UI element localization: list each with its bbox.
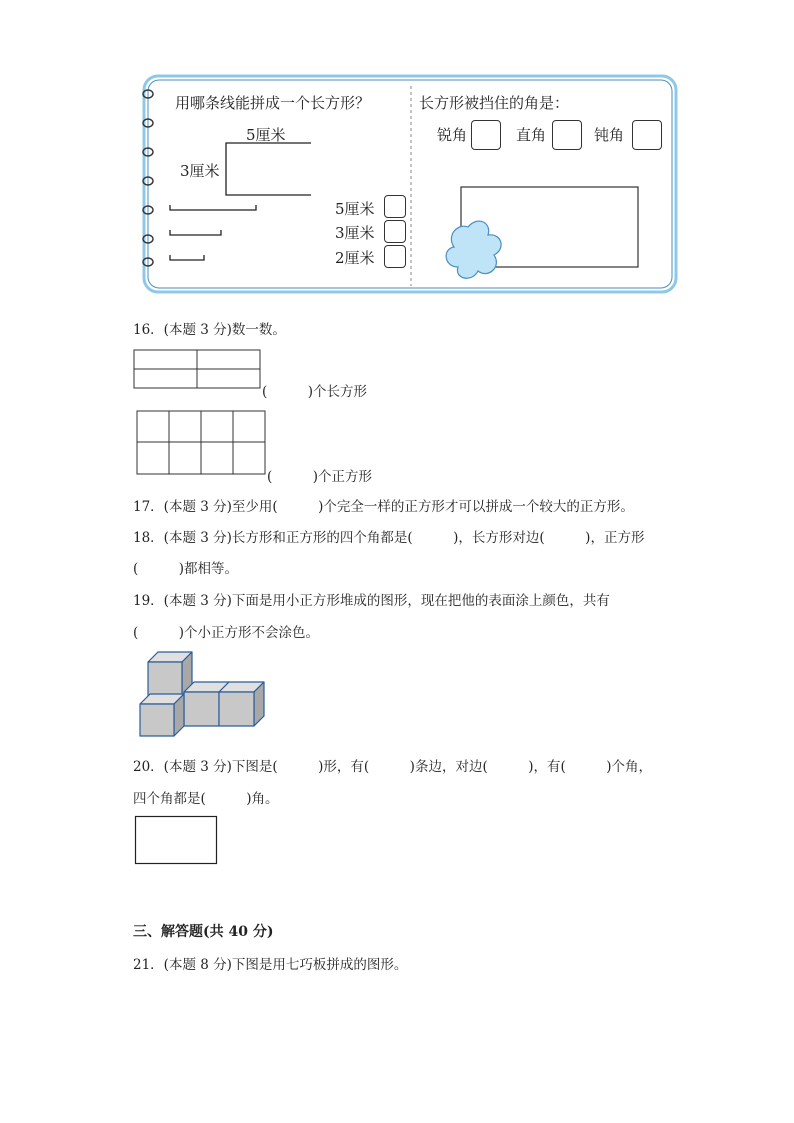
option-5cm-label: 5厘米 xyxy=(335,200,375,218)
segment-5cm xyxy=(170,205,256,210)
segment-2cm xyxy=(170,255,204,260)
side-length-label: 3厘米 xyxy=(180,162,220,180)
obtuse-angle-label: 钝角 xyxy=(594,126,625,144)
option-2cm-label: 2厘米 xyxy=(335,249,375,267)
q20-line1: 20．(本题 3 分)下图是( )形，有( )条边，对边( )，有( )个角， xyxy=(133,759,653,775)
q16-answer-squares: ( )个正方形 xyxy=(267,469,373,485)
q18-line1: 18．(本题 3 分)长方形和正方形的四个角都是( )，长方形对边( )，正方形 xyxy=(133,530,645,546)
q18-line2: ( )都相等。 xyxy=(133,561,239,577)
q19-line1: 19．(本题 3 分)下面是用小正方形堆成的图形，现在把他的表面涂上颜色，共有 xyxy=(133,593,610,609)
covered-rectangle-figure xyxy=(440,185,645,280)
section3-title: 三、解答题(共 40 分) xyxy=(133,924,274,940)
q21-text: 21．(本题 8 分)下图是用七巧板拼成的图形。 xyxy=(133,957,408,973)
q16-squares-figure xyxy=(136,410,268,476)
acute-angle-answer-box[interactable] xyxy=(471,120,501,150)
acute-angle-label: 锐角 xyxy=(437,126,468,144)
q19-cubes-figure xyxy=(136,648,268,738)
q19-line2: ( )个小正方形不会涂色。 xyxy=(133,625,320,641)
option-3cm-answer-box[interactable] xyxy=(384,220,406,243)
q16-answer-rectangles: ( )个长方形 xyxy=(262,384,368,400)
segment-3cm xyxy=(170,230,221,235)
right-angle-answer-box[interactable] xyxy=(552,120,582,150)
q20-line2: 四个角都是( )角。 xyxy=(133,791,279,807)
card-right-question: 长方形被挡住的角是： xyxy=(419,94,570,112)
option-2cm-answer-box[interactable] xyxy=(384,245,406,268)
q20-rectangle-figure xyxy=(134,815,220,867)
q17-text: 17．(本题 3 分)至少用( )个完全一样的正方形才可以拼成一个较大的正方形。 xyxy=(133,499,634,515)
q16-text: 16．(本题 3 分)数一数。 xyxy=(133,322,286,338)
top-length-label: 5厘米 xyxy=(246,126,286,144)
spiral-binding-icon xyxy=(138,84,158,284)
option-3cm-label: 3厘米 xyxy=(335,224,375,242)
card-left-question: 用哪条线能拼成一个长方形？ xyxy=(175,94,371,112)
option-5cm-answer-box[interactable] xyxy=(384,195,406,218)
obtuse-angle-answer-box[interactable] xyxy=(632,120,662,150)
q16-rectangles-figure xyxy=(133,349,263,391)
line-segments-figure xyxy=(160,135,320,270)
right-angle-label: 直角 xyxy=(516,126,547,144)
